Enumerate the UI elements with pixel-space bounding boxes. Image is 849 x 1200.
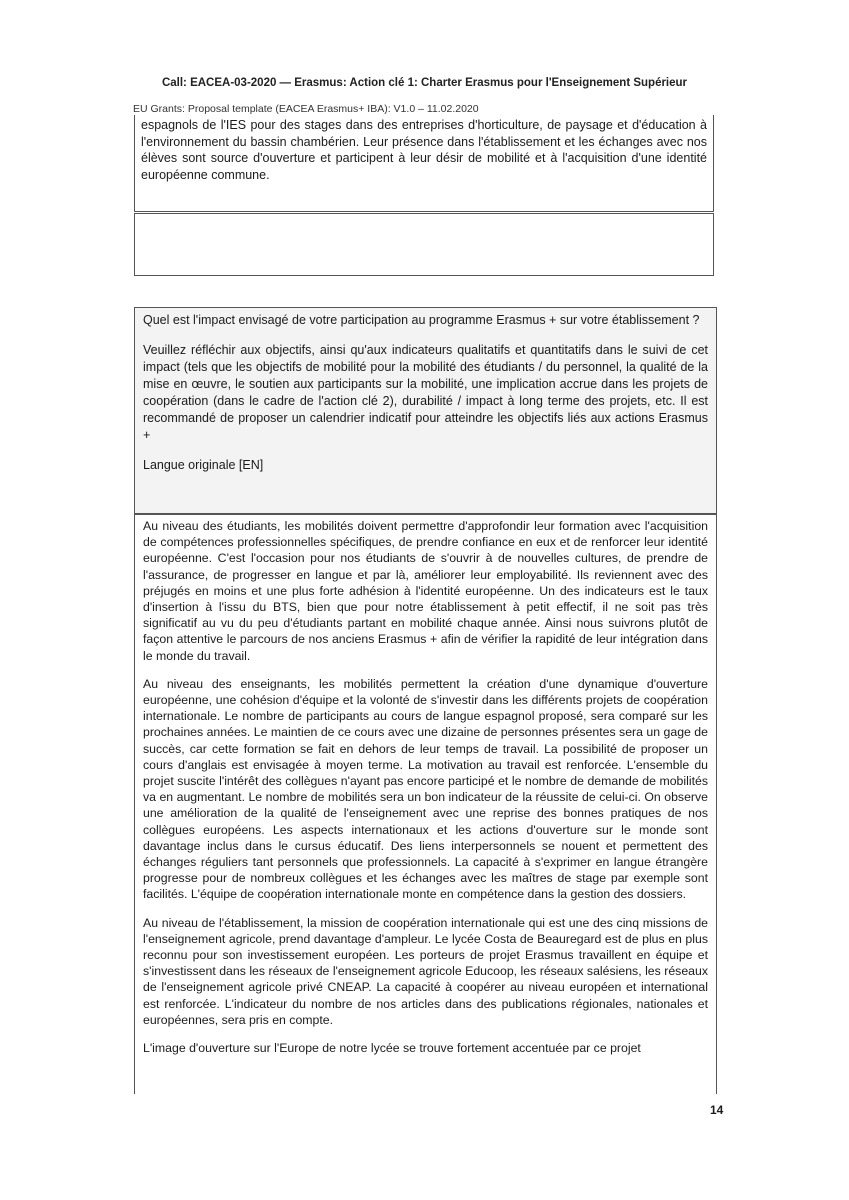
answer-paragraph: Au niveau de l'établissement, la mission de coopération internationale qui est une des cinq missions de l'enseignement agricole, prend davantage d'ampleur. Le lycée Costa de Beauregard est de plus en plus reconnu pour son investissement européen. Les porteurs de projet Erasmus travaillent en équipe et s'investissent dans les réseaux de l'enseignement agricole Educoop, les réseaux salésiens, les réseaux de l'enseignement agricole privé CNEAP. La capacité à coopérer au niveau européen et international est renforcée. L'indicateur du nombre de nos articles dans des publications régionales, nationales et européennes, sera pris en compte.	[143, 915, 708, 1027]
empty-answer-box	[134, 213, 714, 276]
answer-paragraph: Au niveau des étudiants, les mobilités doivent permettre d'approfondir leur formation avec l'acquisition de compétences professionnelles spécifiques, de prendre confiance en eux et de renforcer leur identité européenne. C'est l'occasion pour nos étudiants de s'ouvrir à de nouvelles cultures, de prendre de l'assurance, de progresser en langue et par là, améliorer leur employabilité. Ils reviennent avec des préjugés en moins et une plus forte adhésion à l'identité européenne. Un des indicateurs est le taux d'insertion à l'issu du BTS, bien que pour notre établissement à petit effectif, il ne soit pas très significatif au vu du peu d'étudiants partant en mobilité chaque année. Ainsi nous suivrons plutôt de façon attentive le parcours de nos anciens Erasmus + afin de vérifier la rapidité de leur intégration dans le monde du travail.	[143, 519, 708, 663]
previous-answer-box	[134, 115, 714, 212]
previous-answer-text: espagnols de l'IES pour des stages dans des entreprises d'horticulture, de paysage et d'éducation à l'environnement du bassin chambérien. Leur présence dans l'établissement et les échanges avec nos élèves sont source d'ouverture et participent à leur désir de mobilité et à l'acquisition d'une identité européenne commune.	[141, 118, 707, 182]
call-header: Call: EACEA-03-2020 — Erasmus: Action clé 1: Charter Erasmus pour l'Enseignement Supérieur	[161, 77, 688, 89]
question-language: Langue originale [EN]	[143, 458, 264, 472]
question-box	[134, 307, 717, 514]
template-subheader: EU Grants: Proposal template (EACEA Erasmus+ IBA): V1.0 – 11.02.2020	[133, 103, 479, 115]
page-number: 14	[710, 1103, 724, 1117]
answer-paragraph: L'image d'ouverture sur l'Europe de notre lycée se trouve fortement accentuée par ce projet	[143, 1041, 641, 1056]
answer-paragraph: Au niveau des enseignants, les mobilités permettent la création d'une dynamique d'ouverture européenne, une cohésion d'équipe et la volonté de s'investir dans les différents projets de coopération internationale. Le nombre de participants au cours de langue espagnol proposé, sera comparé sur les prochaines années. Le maintien de ce cours avec une dizaine de personnes présentes sera un gage de succès, car cette formation se fait en dehors de leur temps de travail. La possibilité de proposer un cours d'anglais est envisagée à moyen terme. La motivation au travail est renforcée. L'ensemble du projet suscite l'intérêt des collègues n'ayant pas encore participé et le nombre de demande de mobilités va en augmentant. Le nombre de mobilités sera un bon indicateur de la réussite de celui-ci. On observe une amélioration de la qualité de l'enseignement avec une reprise des bonnes pratiques de nos collègues européens. Les aspects internationaux et les actions d'ouverture sur le monde sont davantage inclus dans le cursus éducatif. Des liens interpersonnels se nouent et permettent des échanges réguliers tant personnels que professionnels. La capacité à s'exprimer en langue étrangère progresse pour de nombreux collègues et les échanges avec les maîtres de stage par exemple sont facilités. L'équipe de coopération internationale monte en compétence dans la gestion des dossiers.	[143, 676, 708, 902]
question-title: Quel est l'impact envisagé de votre participation au programme Erasmus + sur votre établissement ?	[143, 313, 700, 327]
question-instructions: Veuillez réfléchir aux objectifs, ainsi qu'aux indicateurs qualitatifs et quantitatifs dans le suivi de cet impact (tels que les objectifs de mobilité pour la mobilité des étudiants / du personnel, la qualité de la mise en œuvre, le soutien aux participants sur la mobilité, une implication accrue dans les projets de coopération (dans le cadre de l'action clé 2), durabilité / impact à long terme des projets, etc. Il est recommandé de proposer un calendrier indicatif pour atteindre les objectifs liés aux actions Erasmus +	[143, 343, 708, 442]
answer-box	[134, 514, 717, 1094]
